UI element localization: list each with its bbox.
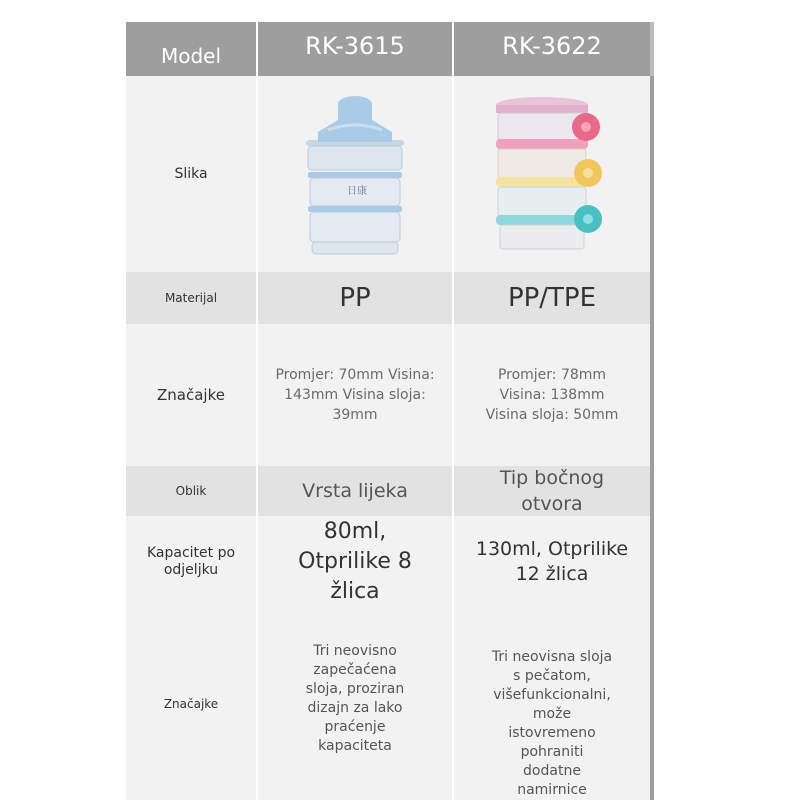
shape-label: Oblik	[175, 483, 207, 498]
product-1-shape: Vrsta lijeka	[302, 479, 408, 502]
product-1-features: Promjer: 70mm Visina: 143mm Visina sloja: 39mm	[275, 367, 435, 423]
product-1-capacity: 80ml, Otprilike 8 žlica	[298, 519, 412, 604]
product-2-image	[452, 76, 650, 272]
features2-label: Značajke	[163, 696, 219, 711]
svg-text:日康: 日康	[347, 186, 367, 197]
features-label: Značajke	[157, 385, 225, 404]
shape-row	[126, 466, 654, 516]
capacity-label: Kapacitet po odjeljku	[146, 545, 236, 578]
capacity-row	[126, 516, 654, 608]
product-1-header: RK-3615	[256, 22, 452, 76]
product-2-features: Promjer: 78mm Visina: 138mm Visina sloja: 50mm	[485, 367, 619, 423]
image-row	[126, 76, 654, 272]
image-label: Slika	[174, 165, 208, 182]
features2-row	[126, 608, 654, 800]
material-label: Materijal	[164, 290, 218, 305]
product-2-features2: Tri neovisna sloja s pečatom, višefunkcionalni, može istovremeno pohraniti dodatne namirnice	[491, 649, 613, 798]
milk-powder-container-side-opening-icon	[492, 89, 612, 259]
product-2-material: PP/TPE	[507, 283, 597, 313]
comparison-table	[126, 22, 654, 800]
product-2-shape: Tip bočnog otvora	[499, 467, 605, 515]
product-2-header: RK-3622	[452, 22, 650, 76]
column-edge	[650, 22, 654, 76]
material-row	[126, 272, 654, 324]
milk-powder-container-funnel-icon	[300, 84, 410, 264]
product-1-material: PP	[339, 283, 371, 313]
model-header: Model	[160, 44, 222, 68]
features-row	[126, 324, 654, 466]
product-1-image	[256, 76, 452, 272]
product-1-features2: Tri neovisno zapečaćena sloja, proziran dizajn za lako praćenje kapaciteta	[305, 643, 405, 754]
header-row	[126, 22, 654, 76]
product-2-capacity: 130ml, Otprilike 12 žlica	[475, 538, 629, 585]
